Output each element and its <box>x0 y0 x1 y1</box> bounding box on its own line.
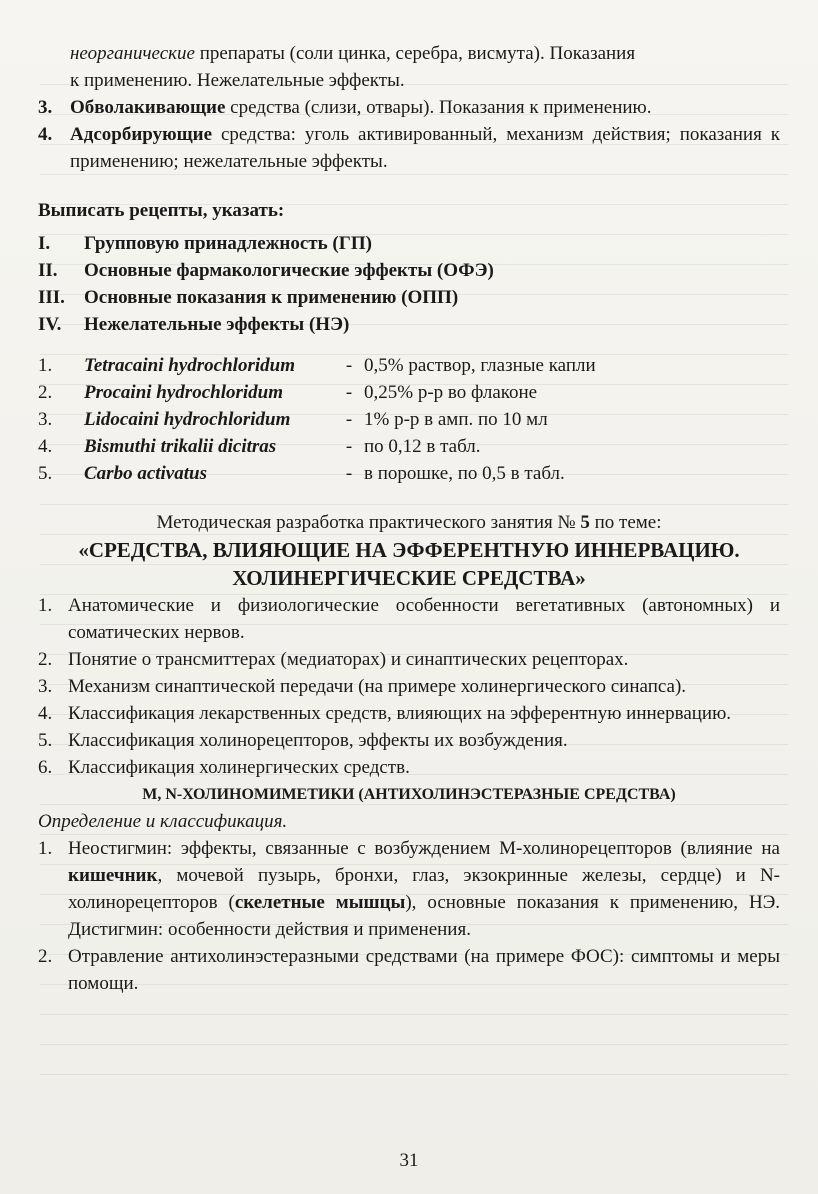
rx-desc: в порошке, по 0,5 в табл. <box>364 463 565 484</box>
question-text: Понятие о трансмиттерах (медиаторах) и синаптических рецепторах. <box>68 649 629 670</box>
rx-number: 1. <box>38 355 53 376</box>
items-list <box>38 835 780 997</box>
rx-drug: Procaini hydrochloridum <box>84 382 283 403</box>
item-bold-term: скелетные мышцы <box>234 892 406 913</box>
lesson-title-line2: ХОЛИНЕРГИЧЕСКИЕ СРЕДСТВА» <box>232 566 586 590</box>
list-item <box>38 94 780 121</box>
rx-number: 4. <box>38 436 53 457</box>
intro-italic: неорганические <box>70 43 195 64</box>
roman-text: Нежелательные эффекты (НЭ) <box>84 314 350 335</box>
question-item <box>38 727 780 754</box>
prescription-row <box>38 433 780 460</box>
roman-text: Групповую принадлежность (ГП) <box>84 233 372 254</box>
roman-number: II. <box>38 260 58 281</box>
item-text: ), основные показания к применению, НЭ. Дистигмин: особенности действия и применения. <box>68 892 780 940</box>
rx-dash: - <box>345 436 353 457</box>
question-number: 2. <box>38 649 53 670</box>
rx-desc: 0,25% р-р во флаконе <box>364 382 538 403</box>
item-bold-term: кишечник <box>68 865 158 886</box>
list-number: 3. <box>38 97 53 118</box>
rx-dash: - <box>345 382 353 403</box>
lesson-title-line1: «СРЕДСТВА, ВЛИЯЮЩИЕ НА ЭФФЕРЕНТНУЮ ИННЕРВАЦИЮ. <box>78 538 740 562</box>
list-bold-term: Адсорбирующие <box>70 124 213 145</box>
lesson-intro-pre: Методическая разработка практического занятия № <box>156 512 581 533</box>
rx-drug: Lidocaini hydrochloridum <box>84 409 291 430</box>
list-text: средства: уголь активированный, механизм действия; показания к применению; нежелательные эффекты. <box>70 124 780 172</box>
list-item <box>38 121 780 175</box>
intro-rest: препараты (соли цинка, серебра, висмута). Показания <box>194 43 636 64</box>
item-text: Отравление антихолинэстеразными средствами (на примере ФОС): симптомы и меры помощи. <box>68 946 780 994</box>
rx-drug: Carbo activatus <box>84 463 207 484</box>
question-number: 1. <box>38 595 53 616</box>
question-text: Классификация холинорецепторов, эффекты их возбуждения. <box>68 730 568 751</box>
item-number: 1. <box>38 838 53 859</box>
question-item <box>38 754 780 781</box>
roman-number: III. <box>38 287 65 308</box>
question-number: 4. <box>38 703 53 724</box>
prescription-row <box>38 406 780 433</box>
list-bold-term: Обволакивающие <box>70 97 226 118</box>
item-number: 2. <box>38 946 53 967</box>
rx-desc: по 0,12 в табл. <box>364 436 481 457</box>
roman-text: Основные фармакологические эффекты (ОФЭ) <box>84 260 494 281</box>
rx-number: 3. <box>38 409 53 430</box>
section-subheading: Определение и классификация. <box>38 811 288 832</box>
list-text: средства (слизи, отвары). Показания к применению. <box>225 97 652 118</box>
lesson-intro <box>38 509 780 536</box>
question-item <box>38 700 780 727</box>
rx-desc: 0,5% раствор, глазные капли <box>364 355 596 376</box>
prescription-row <box>38 460 780 487</box>
question-text: Классификация холинергических средств. <box>68 757 410 778</box>
rx-number: 5. <box>38 463 53 484</box>
question-number: 3. <box>38 676 53 697</box>
rx-dash: - <box>345 355 353 376</box>
lesson-number: 5 <box>580 512 590 533</box>
question-text: Анатомические и физиологические особенности вегетативных (автономных) и соматических нервов. <box>68 595 780 643</box>
intro-line2: к применению. Нежелательные эффекты. <box>70 70 405 91</box>
prescription-list <box>38 352 780 487</box>
intro-text <box>38 40 780 94</box>
rx-desc: 1% р-р в амп. по 10 мл <box>364 409 548 430</box>
roman-item <box>38 311 780 338</box>
roman-list <box>38 230 780 338</box>
question-text: Классификация лекарственных средств, влияющих на эфферентную иннервацию. <box>68 703 732 724</box>
roman-item <box>38 230 780 257</box>
lesson-intro-post: по теме: <box>589 512 662 533</box>
question-number: 6. <box>38 757 53 778</box>
list-a <box>38 94 780 175</box>
prescription-row <box>38 379 780 406</box>
item <box>38 835 780 943</box>
rx-number: 2. <box>38 382 53 403</box>
question-item <box>38 646 780 673</box>
item-text: , мочевой пузырь, бронхи, глаз, экзокринные железы, сердце) и N-холинорецепторов ( <box>68 865 780 913</box>
section-heading: М, N-ХОЛИНОМИМЕТИКИ (АНТИХОЛИНЭСТЕРАЗНЫЕ СРЕДСТВА) <box>142 786 676 803</box>
roman-item <box>38 257 780 284</box>
page-number: 31 <box>399 1150 419 1171</box>
questions-list <box>38 592 780 781</box>
question-text: Механизм синаптической передачи (на примере холинергического синапса). <box>68 676 687 697</box>
question-item <box>38 673 780 700</box>
item-text: Неостигмин: эффекты, связанные с возбуждением М-холинорецепторов (влияние на <box>68 838 780 859</box>
question-item <box>38 592 780 646</box>
list-number: 4. <box>38 124 53 145</box>
roman-item <box>38 284 780 311</box>
roman-number: IV. <box>38 314 62 335</box>
item <box>38 943 780 997</box>
rx-drug: Bismuthi trikalii dicitras <box>84 436 277 457</box>
rx-dash: - <box>345 409 353 430</box>
prescription-row <box>38 352 780 379</box>
rx-drug: Tetracaini hydrochloridum <box>84 355 295 376</box>
rx-dash: - <box>345 463 353 484</box>
roman-text: Основные показания к применению (ОПП) <box>84 287 459 308</box>
intro-paragraph <box>38 40 780 94</box>
roman-number: I. <box>38 233 51 254</box>
question-number: 5. <box>38 730 53 751</box>
rx-heading: Выписать рецепты, указать: <box>38 200 285 221</box>
